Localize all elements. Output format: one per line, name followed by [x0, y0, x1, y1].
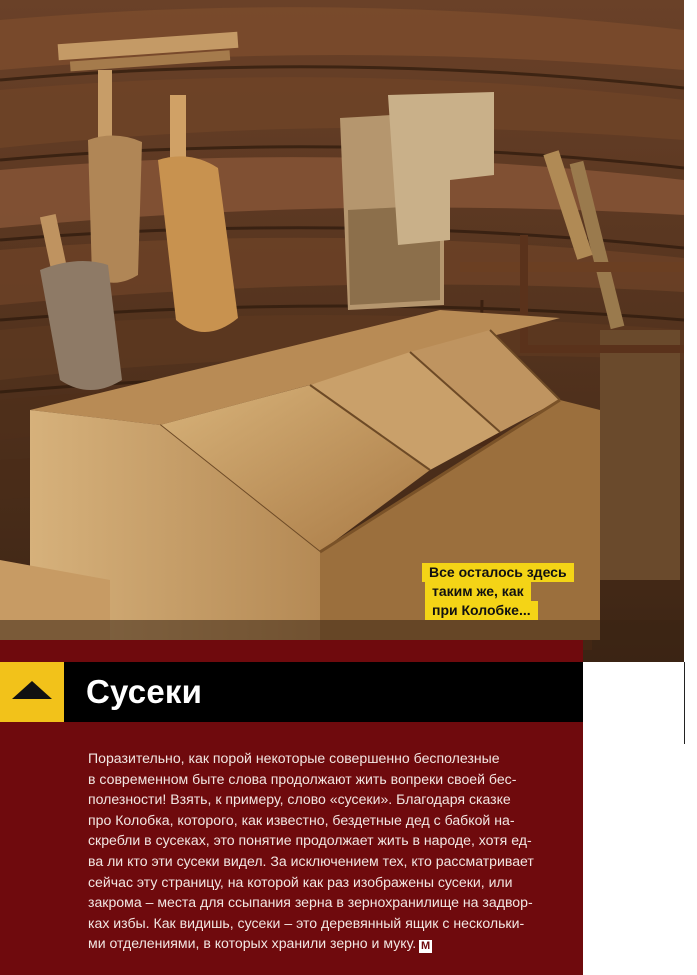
article-line: ках избы. Как видишь, сусеки – это деревянный ящик с нескольки- [88, 914, 525, 931]
article-line: ми отделениями, в которых хранили зерно и муку. [88, 935, 417, 952]
photo-caption [420, 563, 588, 620]
article-line: ва ли кто эти сусеки видел. За исключением тех, кто рассматривает [88, 852, 534, 869]
article-body [88, 748, 578, 954]
end-of-article-mark: M [421, 940, 431, 953]
caption-line: Все осталось здесь [422, 563, 574, 582]
article-line: скребли в сусеках, это понятие продолжает жить в народе, хотя ед- [88, 832, 532, 849]
article-last-line [88, 933, 578, 954]
up-arrow-icon [12, 681, 52, 699]
article-line: закрома – места для ссыпания зерна в зернохранилище на задвор- [88, 894, 533, 911]
caption-line: таким же, как [425, 582, 531, 601]
article-line: полезности! Взять, к примеру, слово «сусеки». Благодаря сказке [88, 791, 511, 808]
article-line: про Колобка, которого, как известно, бездетные дед с бабкой на- [88, 811, 515, 828]
section-marker [0, 662, 64, 722]
article-box [0, 722, 583, 975]
page-edge-rule [684, 662, 685, 744]
section-top-band [0, 640, 583, 662]
article-line: Поразительно, как порой некоторые совершенно бесполезные [88, 750, 500, 766]
section-header [0, 662, 583, 722]
section-title: Сусеки [86, 673, 203, 710]
article-line: в современном быте слова продолжают жить вопреки своей бес- [88, 770, 517, 787]
caption-line: при Колобке... [425, 601, 538, 620]
article-line: сейчас эту страницу, на которой как раз изображены сусеки, или [88, 873, 513, 890]
